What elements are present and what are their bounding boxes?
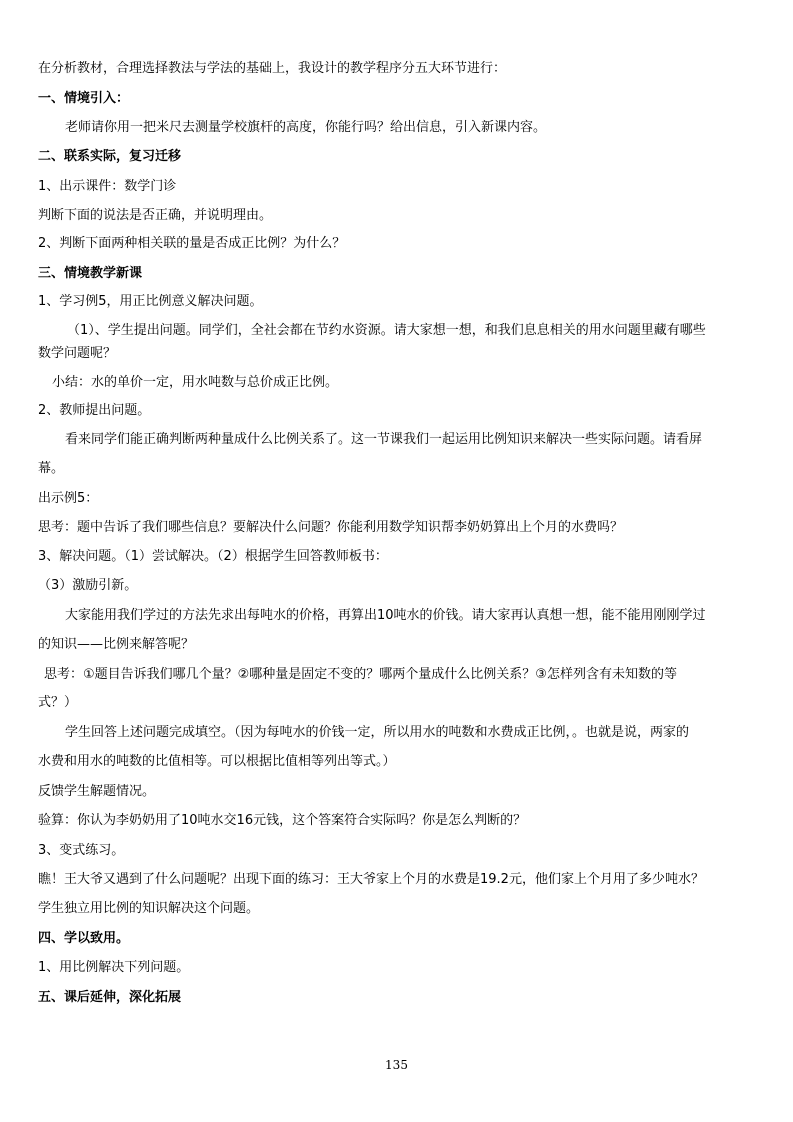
- paragraph: 思考：①题目告诉我们哪几个量？②哪种量是固定不变的？哪两个量成什么比例关系？③怎样列含有未知数的等: [44, 667, 677, 682]
- paragraph: 判断下面的说法是否正确，并说明理由。: [38, 208, 273, 223]
- paragraph: （1）、学生提出问题。同学们，全社会都在节约水资源。请大家想一想，和我们息息相关的用水问题里藏有哪些: [67, 323, 706, 338]
- list-item: 2、教师提出问题。: [38, 403, 151, 418]
- list-item: 1、出示课件：数学门诊: [38, 179, 177, 194]
- list-item: 1、学习例5，用正比例意义解决问题。: [38, 294, 263, 309]
- paragraph: 数学问题呢？: [38, 346, 117, 361]
- paragraph: 幕。: [38, 461, 65, 476]
- section-heading-5: 五、课后延伸，深化拓展: [38, 990, 182, 1005]
- paragraph: 看来同学们能正确判断两种量成什么比例关系了。这一节课我们一起运用比例知识来解决一些实际问题。请看屏: [65, 432, 703, 447]
- paragraph: 老师请你用一把米尺去测量学校旗杆的高度，你能行吗？给出信息，引入新课内容。: [65, 120, 547, 135]
- paragraph: 学生回答上述问题完成填空。（因为每吨水的价钱一定，所以用水的吨数和水费成正比例，。也就是说，两家的: [65, 725, 690, 740]
- section-heading-2: 二、联系实际，复习迁移: [38, 149, 182, 164]
- paragraph: 思考：题中告诉了我们哪些信息？要解决什么问题？你能利用数学知识帮李奶奶算出上个月的水费吗？: [38, 520, 624, 535]
- paragraph: 水费和用水的吨数的比值相等。可以根据比值相等列出等式。）: [38, 754, 396, 769]
- list-item: 3、解决问题。（1）尝试解决。（2）根据学生回答教师板书：: [38, 549, 388, 564]
- paragraph: 反馈学生解题情况。: [38, 784, 156, 799]
- page-number: 135: [385, 1058, 408, 1072]
- paragraph: 学生独立用比例的知识解决这个问题。: [38, 901, 260, 916]
- list-item: 1、用比例解决下列问题。: [38, 960, 190, 975]
- section-heading-1: 一、情境引入：: [38, 91, 130, 106]
- paragraph: 出示例5：: [38, 491, 99, 506]
- paragraph: 验算：你认为李奶奶用了10吨水交16元钱，这个答案符合实际吗？你是怎么判断的？: [38, 813, 527, 828]
- summary-text: 小结：水的单价一定，用水吨数与总价成正比例。: [52, 375, 339, 390]
- paragraph: 式？）: [38, 695, 78, 710]
- section-heading-3: 三、情境教学新课: [38, 266, 143, 281]
- paragraph: 瞧！王大爷又遇到了什么问题呢？出现下面的练习：王大爷家上个月的水费是19.2元，他们家上个月用了多少吨水？: [38, 872, 704, 887]
- section-heading-4: 四、学以致用。: [38, 931, 130, 946]
- paragraph: 的知识——比例来解答呢？: [38, 637, 195, 652]
- list-item: （3）激励引新。: [38, 578, 138, 593]
- intro-text: 在分析教材，合理选择教法与学法的基础上，我设计的教学程序分五大环节进行：: [38, 61, 507, 76]
- list-item: 3、变式练习。: [38, 843, 125, 858]
- paragraph: 大家能用我们学过的方法先求出每吨水的价格，再算出10吨水的价钱。请大家再认真想一想，能不能用刚刚学过: [65, 608, 706, 623]
- list-item: 2、判断下面两种相关联的量是否成正比例？为什么？: [38, 236, 346, 251]
